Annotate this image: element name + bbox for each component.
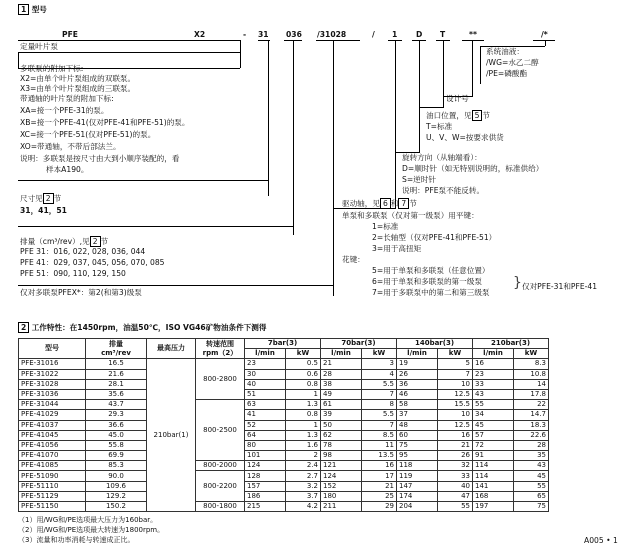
cell-power: 18.3 bbox=[514, 420, 549, 430]
cell-power: 4 bbox=[362, 369, 397, 379]
cell-model: PFE-51110 bbox=[19, 481, 86, 491]
cell-flow: 21 bbox=[321, 359, 362, 369]
th-7bar: 7bar(3) bbox=[245, 339, 321, 349]
fluid-wg: /WG=水乙二醇 bbox=[486, 58, 539, 67]
size-reference bbox=[20, 193, 61, 204]
cell-flow: 168 bbox=[473, 491, 514, 501]
key-3: 3=用于高扭矩 bbox=[372, 244, 422, 253]
cell-model: PFE-51090 bbox=[19, 471, 86, 481]
table-row bbox=[19, 389, 549, 399]
cell-power: 32 bbox=[438, 461, 473, 471]
cell-power: 1.3 bbox=[286, 430, 321, 440]
cell-model: PFE-41056 bbox=[19, 440, 86, 450]
cell-flow: 19 bbox=[397, 359, 438, 369]
cell-model: PFE-51129 bbox=[19, 491, 86, 501]
cell-flow: 157 bbox=[245, 481, 286, 491]
cell-displacement: 69.9 bbox=[86, 451, 147, 461]
x2-desc: X2=由单个叶片泵组成的双联泵。 bbox=[20, 74, 136, 83]
cell-flow: 26 bbox=[397, 369, 438, 379]
th-lmin: l/min bbox=[473, 349, 514, 359]
table-row bbox=[19, 502, 549, 512]
x3-desc: X3=由单个叶片泵组成的三联泵。 bbox=[20, 84, 136, 93]
th-max-pressure: 最高压力 bbox=[147, 339, 196, 359]
rotation-note: 说明：PFE泵不能反转。 bbox=[402, 186, 485, 195]
xa-desc: XA=接一个PFE-31的泵。 bbox=[20, 106, 109, 115]
cell-flow: 45 bbox=[473, 420, 514, 430]
footnote-2: （2）用/WG和/PE选项最大转速为1800rpm。 bbox=[18, 526, 165, 534]
cell-flow: 64 bbox=[245, 430, 286, 440]
cell-flow: 95 bbox=[397, 451, 438, 461]
page-number: A005 • 1 bbox=[584, 536, 618, 545]
cell-model: PFE-41029 bbox=[19, 410, 86, 420]
cell-power: 0.5 bbox=[286, 359, 321, 369]
drive-shaft bbox=[342, 198, 417, 209]
cell-flow: 72 bbox=[473, 440, 514, 450]
port-post: 节 bbox=[482, 111, 490, 120]
th-model: 型号 bbox=[19, 339, 86, 359]
cell-displacement: 150.2 bbox=[86, 502, 147, 512]
cell-power: 45 bbox=[514, 471, 549, 481]
code-31028: /31028 bbox=[317, 30, 347, 39]
code-31: 31 bbox=[258, 30, 269, 39]
shaft-box-6: 6 bbox=[380, 198, 391, 209]
cell-flow: 186 bbox=[245, 491, 286, 501]
cell-flow: 98 bbox=[321, 451, 362, 461]
cell-model: PFE-51150 bbox=[19, 502, 86, 512]
cell-displacement: 21.6 bbox=[86, 369, 147, 379]
xb-desc: XB=接一个PFE-41(仅对PFE-41和PFE-51)的泵。 bbox=[20, 118, 190, 127]
cell-flow: 114 bbox=[473, 471, 514, 481]
shaft-mid: 和 bbox=[390, 199, 399, 208]
cell-flow: 128 bbox=[245, 471, 286, 481]
cell-displacement: 29.3 bbox=[86, 410, 147, 420]
cell-power: 2.7 bbox=[286, 471, 321, 481]
cell-power: 4.2 bbox=[286, 502, 321, 512]
spline-5: 5=用于单泵和多联泵（任意位置） bbox=[372, 266, 490, 275]
port-standard: T=标准 bbox=[426, 122, 453, 131]
th-kw: kW bbox=[286, 349, 321, 359]
fixed-vane-pump-label: 定量叶片泵 bbox=[20, 42, 58, 51]
cell-flow: 60 bbox=[397, 430, 438, 440]
cell-flow: 211 bbox=[321, 502, 362, 512]
section2-header bbox=[18, 322, 266, 333]
cell-power: 22.6 bbox=[514, 430, 549, 440]
cell-power: 1.3 bbox=[286, 400, 321, 410]
cell-power: 21 bbox=[438, 440, 473, 450]
cell-speed-range: 800-2800 bbox=[196, 359, 245, 400]
cell-power: 29 bbox=[362, 502, 397, 512]
code-dash: - bbox=[243, 30, 247, 39]
cell-power: 21 bbox=[362, 481, 397, 491]
table-row bbox=[19, 430, 549, 440]
shaft-pre: 驱动轴，见 bbox=[342, 199, 380, 208]
cell-flow: 204 bbox=[397, 502, 438, 512]
code-fluid: /* bbox=[541, 30, 548, 39]
cell-flow: 57 bbox=[473, 430, 514, 440]
cell-flow: 46 bbox=[397, 389, 438, 399]
cell-power: 55 bbox=[514, 481, 549, 491]
th-speed-label: 转速范围 bbox=[206, 339, 234, 348]
cell-power: 28 bbox=[514, 440, 549, 450]
code-slash: / bbox=[372, 30, 375, 39]
table-row bbox=[19, 471, 549, 481]
cell-power: 8.3 bbox=[514, 359, 549, 369]
cell-power: 0.6 bbox=[286, 369, 321, 379]
cell-displacement: 16.5 bbox=[86, 359, 147, 369]
cell-speed-range: 800-2200 bbox=[196, 471, 245, 502]
th-disp-unit: cm³/rev bbox=[101, 348, 131, 357]
cell-flow: 30 bbox=[245, 369, 286, 379]
cell-power: 13.5 bbox=[362, 451, 397, 461]
cell-flow: 75 bbox=[397, 440, 438, 450]
cell-power: 8 bbox=[362, 400, 397, 410]
xc-desc: XC=接一个PFE-51(仅对PFE-51)的泵。 bbox=[20, 130, 156, 139]
cell-displacement: 45.0 bbox=[86, 430, 147, 440]
cell-displacement: 35.6 bbox=[86, 389, 147, 399]
cell-power: 40 bbox=[438, 481, 473, 491]
cell-speed-range: 800-2500 bbox=[196, 400, 245, 461]
cell-power: 25 bbox=[362, 491, 397, 501]
multi-note-line2: 样本A190。 bbox=[46, 165, 89, 174]
th-kw: kW bbox=[514, 349, 549, 359]
table-row bbox=[19, 379, 549, 389]
thru-shaft-title: 带通轴的叶片泵的附加下标: bbox=[20, 94, 114, 103]
cell-speed-range: 800-2000 bbox=[196, 461, 245, 471]
cell-flow: 39 bbox=[321, 410, 362, 420]
cell-flow: 147 bbox=[397, 481, 438, 491]
multi-only-note: 仅对多联泵PFEX*：第2(和第3)级泵 bbox=[20, 288, 142, 297]
sizes-list: 31，41，51 bbox=[20, 206, 67, 215]
rotation-clockwise: D=顺时针（如无特别说明的，标准供给） bbox=[402, 164, 544, 173]
section1-title: 型号 bbox=[31, 5, 47, 14]
cell-displacement: 28.1 bbox=[86, 379, 147, 389]
cell-model: PFE-41045 bbox=[19, 430, 86, 440]
cell-flow: 58 bbox=[397, 400, 438, 410]
cell-flow: 52 bbox=[245, 420, 286, 430]
cell-max-pressure: 210bar(1) bbox=[147, 359, 196, 512]
cell-flow: 141 bbox=[473, 481, 514, 491]
key-2: 2=长轴型（仅对PFE-41和PFE-51） bbox=[372, 233, 497, 242]
cell-model: PFE-31044 bbox=[19, 400, 86, 410]
cell-flow: 197 bbox=[473, 502, 514, 512]
cell-flow: 34 bbox=[473, 410, 514, 420]
size-ref-post: 节 bbox=[53, 194, 62, 203]
cell-displacement: 129.2 bbox=[86, 491, 147, 501]
cell-flow: 152 bbox=[321, 481, 362, 491]
cell-model: PFE-41070 bbox=[19, 451, 86, 461]
cell-power: 5.5 bbox=[362, 410, 397, 420]
table-row bbox=[19, 400, 549, 410]
cell-flow: 80 bbox=[245, 440, 286, 450]
th-lmin: l/min bbox=[321, 349, 362, 359]
cell-flow: 101 bbox=[245, 451, 286, 461]
cell-flow: 49 bbox=[321, 389, 362, 399]
table-row bbox=[19, 461, 549, 471]
th-210bar: 210bar(3) bbox=[473, 339, 549, 349]
section2-title: 工作特性：在1450rpm，油温50℃，ISO VG46矿物油条件下测得 bbox=[31, 323, 267, 332]
cell-flow: 63 bbox=[245, 400, 286, 410]
cell-model: PFE-31022 bbox=[19, 369, 86, 379]
cell-flow: 215 bbox=[245, 502, 286, 512]
cell-power: 2.4 bbox=[286, 461, 321, 471]
code-036: 036 bbox=[286, 30, 302, 39]
cell-power: 35 bbox=[514, 451, 549, 461]
cell-power: 43 bbox=[514, 461, 549, 471]
disp-ref-post: 节 bbox=[100, 237, 109, 246]
disp-pfe41: PFE 41：029, 037, 045, 056, 070, 085 bbox=[20, 258, 165, 267]
performance-table bbox=[18, 338, 549, 512]
th-speed-unit: rpm（2） bbox=[202, 348, 238, 357]
cell-flow: 23 bbox=[473, 369, 514, 379]
fluid-pe: /PE=磷酸酯 bbox=[486, 69, 528, 78]
cell-power: 7 bbox=[438, 369, 473, 379]
shaft-post: 节 bbox=[409, 199, 417, 208]
cell-power: 3.7 bbox=[286, 491, 321, 501]
cell-flow: 55 bbox=[473, 400, 514, 410]
port-uvw: U、V、W=按要求供货 bbox=[426, 133, 504, 142]
cell-flow: 28 bbox=[321, 369, 362, 379]
table-row bbox=[19, 420, 549, 430]
port-box: 5 bbox=[472, 110, 483, 121]
code-x2: X2 bbox=[194, 30, 206, 39]
cell-power: 2 bbox=[286, 451, 321, 461]
cell-power: 3.2 bbox=[286, 481, 321, 491]
section1-number: 1 bbox=[18, 4, 29, 15]
code-d: D bbox=[416, 30, 423, 39]
code-design: ** bbox=[469, 30, 477, 39]
code-1: 1 bbox=[392, 30, 398, 39]
cell-displacement: 36.6 bbox=[86, 420, 147, 430]
cell-model: PFE-31036 bbox=[19, 389, 86, 399]
table-row bbox=[19, 481, 549, 491]
disp-ref-pre: 排量（cm³/rev）,见 bbox=[20, 237, 90, 246]
cell-power: 10 bbox=[438, 410, 473, 420]
cell-power: 0.8 bbox=[286, 379, 321, 389]
table-row bbox=[19, 440, 549, 450]
disp-pfe51: PFE 51：090, 110, 129, 150 bbox=[20, 269, 126, 278]
th-140bar: 140bar(3) bbox=[397, 339, 473, 349]
cell-flow: 62 bbox=[321, 430, 362, 440]
cell-flow: 33 bbox=[473, 379, 514, 389]
cell-flow: 41 bbox=[245, 410, 286, 420]
cell-flow: 124 bbox=[321, 471, 362, 481]
cell-flow: 119 bbox=[397, 471, 438, 481]
cell-flow: 23 bbox=[245, 359, 286, 369]
cell-power: 7 bbox=[362, 389, 397, 399]
cell-flow: 174 bbox=[397, 491, 438, 501]
cell-power: 47 bbox=[438, 491, 473, 501]
section2-number: 2 bbox=[18, 322, 29, 333]
multi-note-line1: 说明：多联泵是按尺寸由大到小顺序装配的，看 bbox=[20, 154, 180, 163]
cell-power: 14.7 bbox=[514, 410, 549, 420]
cell-displacement: 109.6 bbox=[86, 481, 147, 491]
th-speed-range bbox=[196, 339, 245, 359]
cell-flow: 16 bbox=[473, 359, 514, 369]
rotation-title: 旋转方向（从轴端看）： bbox=[402, 153, 482, 162]
cell-displacement: 55.8 bbox=[86, 440, 147, 450]
cell-flow: 51 bbox=[245, 389, 286, 399]
cell-power: 55 bbox=[438, 502, 473, 512]
disp-pfe31: PFE 31：016, 022, 028, 036, 044 bbox=[20, 247, 146, 256]
cell-power: 22 bbox=[514, 400, 549, 410]
th-70bar: 70bar(3) bbox=[321, 339, 397, 349]
th-kw: kW bbox=[438, 349, 473, 359]
cell-flow: 91 bbox=[473, 451, 514, 461]
key-title: 单泵和多联泵（仅对第一级泵）用平键： bbox=[342, 211, 479, 220]
cell-flow: 43 bbox=[473, 389, 514, 399]
cell-displacement: 43.7 bbox=[86, 400, 147, 410]
cell-power: 1 bbox=[286, 420, 321, 430]
port-position bbox=[426, 110, 490, 121]
brace-icon: } bbox=[513, 275, 522, 291]
table-row bbox=[19, 369, 549, 379]
cell-power: 7 bbox=[362, 420, 397, 430]
cell-flow: 36 bbox=[397, 379, 438, 389]
key-1: 1=标准 bbox=[372, 222, 399, 231]
cell-power: 12.5 bbox=[438, 389, 473, 399]
footnote-3: （3）流量和功率消耗与转速成正比。 bbox=[18, 536, 135, 544]
cell-model: PFE-41037 bbox=[19, 420, 86, 430]
design-number-label: 设计号 bbox=[446, 94, 469, 103]
cell-flow: 118 bbox=[397, 461, 438, 471]
rotation-counterclockwise: S=逆时针 bbox=[402, 175, 436, 184]
multi-pump-title: 多联泵的附加下标: bbox=[20, 64, 84, 73]
size-ref-pre: 尺寸见 bbox=[20, 194, 43, 203]
cell-flow: 38 bbox=[321, 379, 362, 389]
cell-power: 17.8 bbox=[514, 389, 549, 399]
code-pfe: PFE bbox=[62, 30, 78, 39]
cell-power: 16 bbox=[438, 430, 473, 440]
cell-power: 10 bbox=[438, 379, 473, 389]
cell-flow: 40 bbox=[245, 379, 286, 389]
table-row bbox=[19, 451, 549, 461]
cell-model: PFE-41085 bbox=[19, 461, 86, 471]
spline-title: 花键： bbox=[342, 255, 365, 264]
pfe31-41-only-note: 仅对PFE-31和PFE-41 bbox=[522, 282, 598, 291]
cell-displacement: 90.0 bbox=[86, 471, 147, 481]
cell-power: 15.5 bbox=[438, 400, 473, 410]
cell-flow: 180 bbox=[321, 491, 362, 501]
cell-power: 16 bbox=[362, 461, 397, 471]
spline-7: 7=用于多联泵中的第二和第三级泵 bbox=[372, 288, 490, 297]
size-ref-box: 2 bbox=[43, 193, 54, 204]
th-kw: kW bbox=[362, 349, 397, 359]
cell-model: PFE-31028 bbox=[19, 379, 86, 389]
table-row bbox=[19, 491, 549, 501]
displacement-reference bbox=[20, 236, 108, 247]
cell-power: 8.5 bbox=[362, 430, 397, 440]
cell-power: 1.6 bbox=[286, 440, 321, 450]
th-lmin: l/min bbox=[245, 349, 286, 359]
cell-power: 26 bbox=[438, 451, 473, 461]
cell-power: 1 bbox=[286, 389, 321, 399]
cell-power: 14 bbox=[514, 379, 549, 389]
cell-flow: 50 bbox=[321, 420, 362, 430]
port-pre: 油口位置，见 bbox=[426, 111, 472, 120]
code-t: T bbox=[440, 30, 446, 39]
cell-power: 5.5 bbox=[362, 379, 397, 389]
cell-flow: 124 bbox=[245, 461, 286, 471]
cell-power: 33 bbox=[438, 471, 473, 481]
cell-power: 11 bbox=[362, 440, 397, 450]
cell-flow: 114 bbox=[473, 461, 514, 471]
th-displacement bbox=[86, 339, 147, 359]
cell-power: 3 bbox=[362, 359, 397, 369]
spline-6: 6=用于单泵和多联泵的第一级泵 bbox=[372, 277, 482, 286]
cell-power: 65 bbox=[514, 491, 549, 501]
fluid-title: 系统油液： bbox=[486, 47, 524, 56]
cell-power: 0.8 bbox=[286, 410, 321, 420]
footnote-1: （1）用/WG和/PE选项最大压力为160bar。 bbox=[18, 516, 158, 524]
table-row bbox=[19, 410, 549, 420]
cell-power: 17 bbox=[362, 471, 397, 481]
cell-flow: 61 bbox=[321, 400, 362, 410]
cell-speed-range: 800-1800 bbox=[196, 502, 245, 512]
cell-power: 5 bbox=[438, 359, 473, 369]
table-row bbox=[19, 359, 549, 369]
shaft-box-7: 7 bbox=[398, 198, 409, 209]
cell-flow: 37 bbox=[397, 410, 438, 420]
section1-header bbox=[18, 4, 47, 15]
th-disp-label: 排量 bbox=[109, 339, 123, 348]
disp-ref-box: 2 bbox=[90, 236, 101, 247]
cell-displacement: 85.3 bbox=[86, 461, 147, 471]
cell-power: 12.5 bbox=[438, 420, 473, 430]
xo-desc: XO=带通轴，不带后部法兰。 bbox=[20, 142, 121, 151]
cell-flow: 121 bbox=[321, 461, 362, 471]
cell-power: 75 bbox=[514, 502, 549, 512]
cell-model: PFE-31016 bbox=[19, 359, 86, 369]
th-lmin: l/min bbox=[397, 349, 438, 359]
cell-flow: 78 bbox=[321, 440, 362, 450]
cell-power: 10.8 bbox=[514, 369, 549, 379]
cell-flow: 48 bbox=[397, 420, 438, 430]
